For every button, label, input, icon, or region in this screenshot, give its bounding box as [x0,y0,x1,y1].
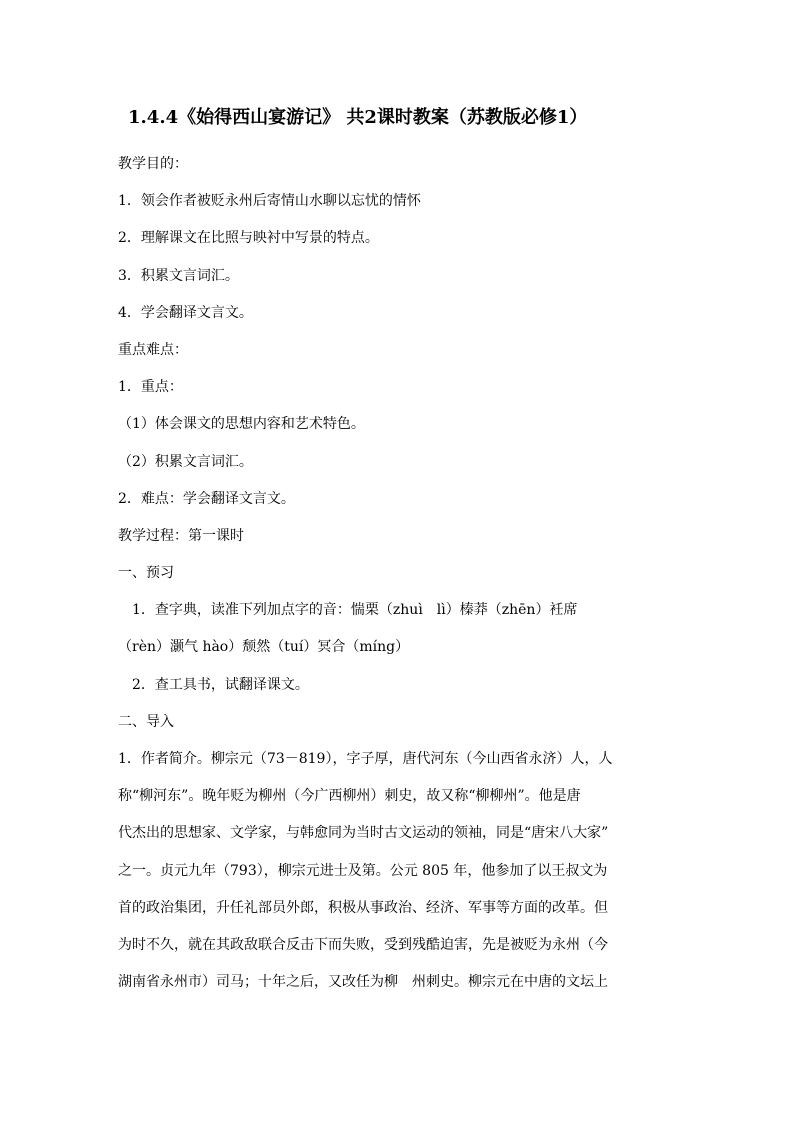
section-introduction: 二、导入 [118,713,174,730]
goal-item-1: 1．领会作者被贬永州后寄情山水聊以忘忧的情怀 [118,193,421,210]
preview-item-2: 2．查工具书，试翻译课文。 [132,676,309,693]
author-intro-line-6: 为时不久，就在其政敌联合反击下而失败，受到残酷迫害，先是被贬为永州（今 [118,936,608,953]
difficult-point: 2．难点：学会翻译文言文。 [118,490,295,507]
goal-item-2: 2．理解课文在比照与映衬中写景的特点。 [118,230,379,247]
key-point-sub-2: （2）积累文言词汇。 [118,453,253,470]
author-intro-line-4: 之一。贞元九年（793），柳宗元进士及第。公元 805 年，他参加了以王叔文为 [118,862,608,879]
goal-item-4: 4．学会翻译文言文。 [118,304,253,321]
preview-item-1: 1．查字典，读准下列加点字的音：惴栗（zhuì lì）榛莽（zhēn）衽席 [132,602,578,619]
section-preview: 一、预习 [118,565,174,582]
key-point-sub-1: （1）体会课文的思想内容和艺术特色。 [118,416,365,433]
author-intro-line-3: 代杰出的思想家、文学家，与韩愈同为当时古文运动的领袖，同是“唐宋八大家” [118,825,609,842]
preview-item-1-cont: （rèn）灏气 hào）颓然（tuí）冥合（míng） [118,639,410,656]
author-intro-line-5: 首的政治集团，升任礼部员外郎，积极从事政治、经济、军事等方面的改革。但 [118,899,608,916]
author-intro-line-7: 湖南省永州市）司马；十年之后，又改任为柳 州刺史。柳宗元在中唐的文坛上 [118,974,608,991]
author-intro-line-1: 1．作者简介。柳宗元（73－819），字子厚，唐代河东（今山西省永济）人，人 [118,751,613,767]
document-title: 1.4.4《始得西山宴游记》 共2课时教案（苏教版必修1） [128,107,588,128]
heading-teaching-goals: 教学目的： [118,156,188,172]
document-body [118,146,684,1001]
heading-teaching-process: 教学过程：第一课时 [118,527,244,544]
key-point-label: 1．重点： [118,379,183,396]
goal-item-3: 3．积累文言词汇。 [118,267,239,284]
author-intro-line-2: 称“柳河东”。晚年贬为柳州（今广西柳州）刺史，故又称“柳柳州”。他是唐 [118,788,581,805]
heading-key-points: 重点难点： [118,341,188,358]
